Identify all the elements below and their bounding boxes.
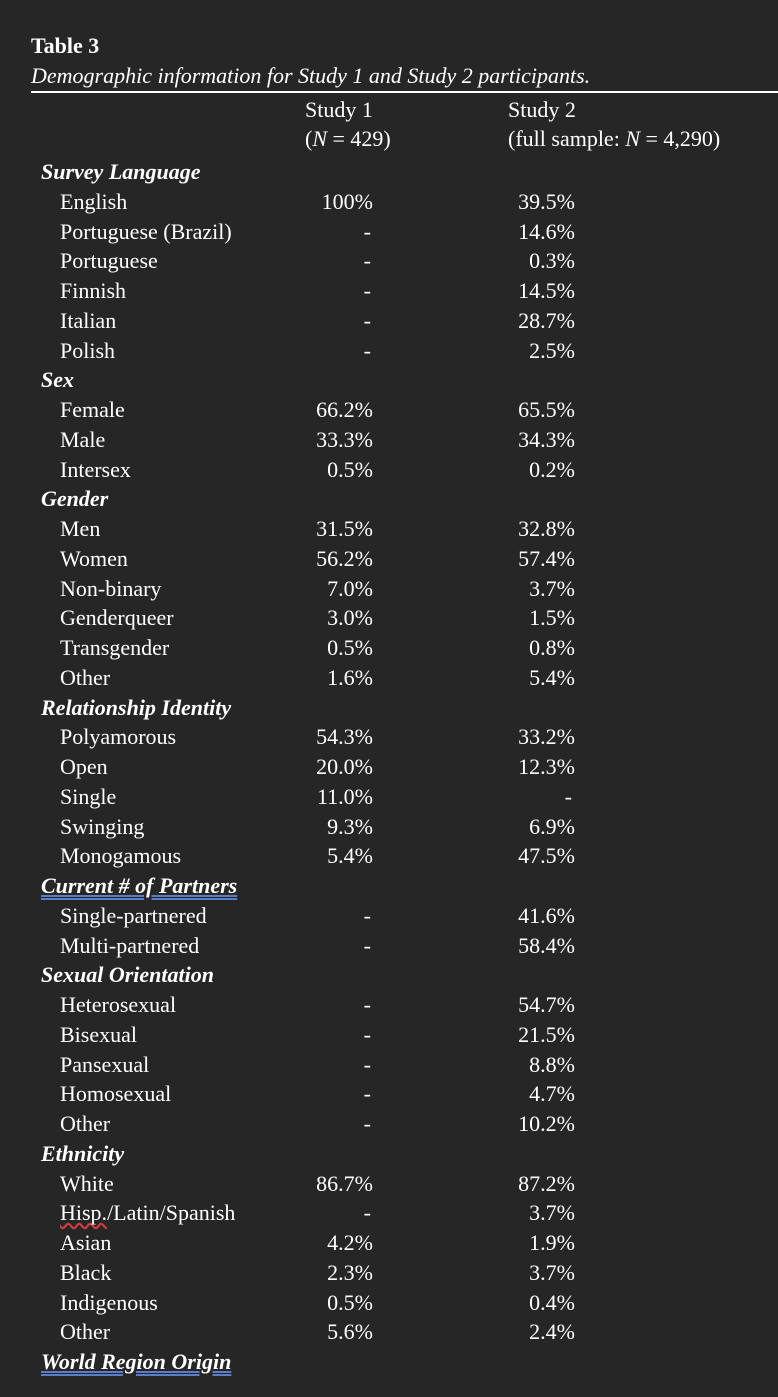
category-row [0,693,778,723]
study1-value: 31.5% [316,516,373,541]
row-label: Indigenous [60,1289,158,1315]
study2-value: 2.5% [529,337,575,363]
table-row [0,603,778,633]
study2-value: 0.3% [529,248,575,274]
study2-value: 2.4% [529,1319,575,1345]
table-row [0,425,778,455]
study1-value: 4.2% [327,1230,373,1255]
row-label: Asian [60,1230,112,1255]
table-row [0,217,778,247]
row-label [60,1198,235,1228]
column-header-study2-line2: (full sample: N = 4,290) [508,126,721,151]
study2-value: 3.7% [529,575,575,601]
study2-value: 65.5% [518,397,575,422]
study2-value: 14.5% [518,278,575,303]
table-row [0,1169,778,1199]
table-row [0,246,778,276]
study1-value: 5.4% [327,843,373,869]
study2-value: 1.5% [529,605,575,631]
category-row [0,157,778,187]
column-header-study1-line1: Study 1 [305,97,373,122]
study2-value: 39.5% [518,188,575,214]
table-row [0,336,778,366]
row-label: Portuguese [60,248,158,274]
row-label: Single-partnered [60,902,207,928]
category-label: Ethnicity [41,1140,125,1166]
table-row [0,276,778,306]
study1-value: 56.2% [316,545,373,571]
table-row [0,1228,778,1258]
study2-value: 3.7% [529,1200,575,1226]
table-title: Table 3 [31,33,100,58]
table-row [0,752,778,782]
study2-value: 32.8% [518,516,575,541]
study1-value: - [363,307,371,333]
study1-value: 3.0% [327,605,373,631]
category-row [0,1139,778,1169]
row-label: White [60,1170,114,1196]
category-row [0,1347,778,1377]
study2-value: 1.9% [529,1230,575,1255]
study2-value: 21.5% [518,1021,575,1047]
row-label: Other [60,1111,111,1136]
table-row [0,1258,778,1288]
table-row [0,1020,778,1050]
study1-value: - [363,1111,371,1136]
row-label: Men [60,516,101,541]
table-row [0,931,778,961]
study1-value: 0.5% [327,456,373,482]
table-row [0,722,778,752]
table-row [0,306,778,336]
row-label: Other [60,664,111,690]
study2-value: 57.4% [518,545,575,571]
category-row [0,484,778,514]
study1-value: 2.3% [327,1259,373,1285]
study2-value: 0.2% [529,456,575,482]
category-label: Gender [41,486,109,512]
study1-value: - [363,248,371,274]
study1-value: 0.5% [327,635,373,660]
table-row [0,633,778,663]
study1-value: - [363,1051,371,1077]
table-subtitle: Demographic information for Study 1 and Study 2 participants. [31,63,591,88]
study2-value: 34.3% [518,426,575,452]
row-label: Women [60,545,128,571]
table-row [0,455,778,485]
row-label: Genderqueer [60,605,174,631]
table-row [0,841,778,871]
study2-value: 3.7% [529,1259,575,1285]
category-label: Sex [41,367,74,393]
row-label: Intersex [60,456,131,482]
column-header-study1 [305,95,391,153]
study1-value: - [363,1081,371,1107]
study1-value: 5.6% [327,1319,373,1345]
table-row [0,395,778,425]
study1-value: - [363,337,371,363]
row-label: Multi-partnered [60,932,200,958]
column-header-study1-line2: (N = 429) [305,126,391,151]
table-row [0,187,778,217]
row-label: Other [60,1319,111,1345]
row-label: Heterosexual [60,992,177,1017]
row-label: Single [60,783,117,809]
study2-value: 41.6% [518,902,575,928]
row-label: Italian [60,307,117,333]
study2-value: 33.2% [518,724,575,750]
study1-value: 66.2% [316,397,373,422]
study1-value: - [363,1021,371,1047]
row-label: Finnish [60,278,127,303]
study2-value: 47.5% [518,843,575,869]
study1-value: - [363,992,371,1017]
study2-value: 0.8% [529,635,575,660]
header-rule [31,91,778,93]
row-label: Bisexual [60,1021,137,1047]
row-label: Female [60,397,125,422]
row-label-rest: /Latin/Spanish [107,1200,236,1226]
study1-value: - [363,1200,371,1226]
table-row [0,1198,778,1228]
category-row [0,365,778,395]
category-label: Current # of Partners [41,873,238,898]
study2-value: 8.8% [529,1051,575,1077]
table-row [0,812,778,842]
study2-value: 54.7% [518,992,575,1017]
study2-value: 0.4% [529,1289,575,1315]
row-label: English [60,188,128,214]
study1-value: 0.5% [327,1289,373,1315]
row-label: Monogamous [60,843,181,869]
study1-value: 9.3% [327,813,373,839]
category-label: Sexual Orientation [41,962,214,988]
row-label: Polish [60,337,116,363]
category-label: Survey Language [41,159,201,184]
study2-value: 12.3% [518,754,575,779]
study2-value: 58.4% [518,932,575,958]
table-row [0,1288,778,1318]
category-label: Relationship Identity [41,694,232,720]
study1-value: - [363,218,371,244]
table-row [0,544,778,574]
row-label: Swinging [60,813,145,839]
table-row [0,990,778,1020]
row-label: Male [60,426,106,452]
category-row [0,960,778,990]
row-label: Homosexual [60,1081,172,1107]
row-label: Transgender [60,635,170,660]
row-label: Polyamorous [60,724,177,750]
column-header-study2-line1: Study 2 [508,97,576,122]
table-row [0,782,778,812]
study2-value: - [564,783,572,809]
row-label: Open [60,754,108,779]
column-header-study2 [508,95,720,153]
study2-value: 6.9% [529,813,575,839]
table-row [0,574,778,604]
study1-value: 33.3% [316,426,373,452]
study1-value: 11.0% [316,783,373,809]
table-row [0,1109,778,1139]
study1-value: - [363,902,371,928]
study1-value: - [363,932,371,958]
study2-value: 4.7% [529,1081,575,1107]
row-label: Pansexual [60,1051,150,1077]
study1-value: 1.6% [327,664,373,690]
study1-value: 20.0% [316,754,373,779]
table-row [0,514,778,544]
table-row [0,1317,778,1347]
spellcheck-underline: Hisp. [60,1200,108,1226]
table-row [0,1050,778,1080]
study2-value: 14.6% [518,218,575,244]
study1-value: 7.0% [327,575,373,601]
table-row [0,901,778,931]
study2-value: 28.7% [518,307,575,333]
study1-value: 86.7% [316,1170,373,1196]
table-body [0,157,778,1377]
study1-value: 100% [321,188,373,214]
study2-value: 5.4% [529,664,575,690]
table-row [0,663,778,693]
category-label: World Region Origin [41,1349,232,1374]
row-label: Black [60,1259,112,1285]
row-label: Non-binary [60,575,162,601]
category-row [0,871,778,901]
study2-value: 10.2% [518,1111,575,1136]
study1-value: - [363,278,371,303]
study2-value: 87.2% [518,1170,575,1196]
table-row [0,1079,778,1109]
row-label: Portuguese (Brazil) [60,218,232,244]
study1-value: 54.3% [316,724,373,750]
